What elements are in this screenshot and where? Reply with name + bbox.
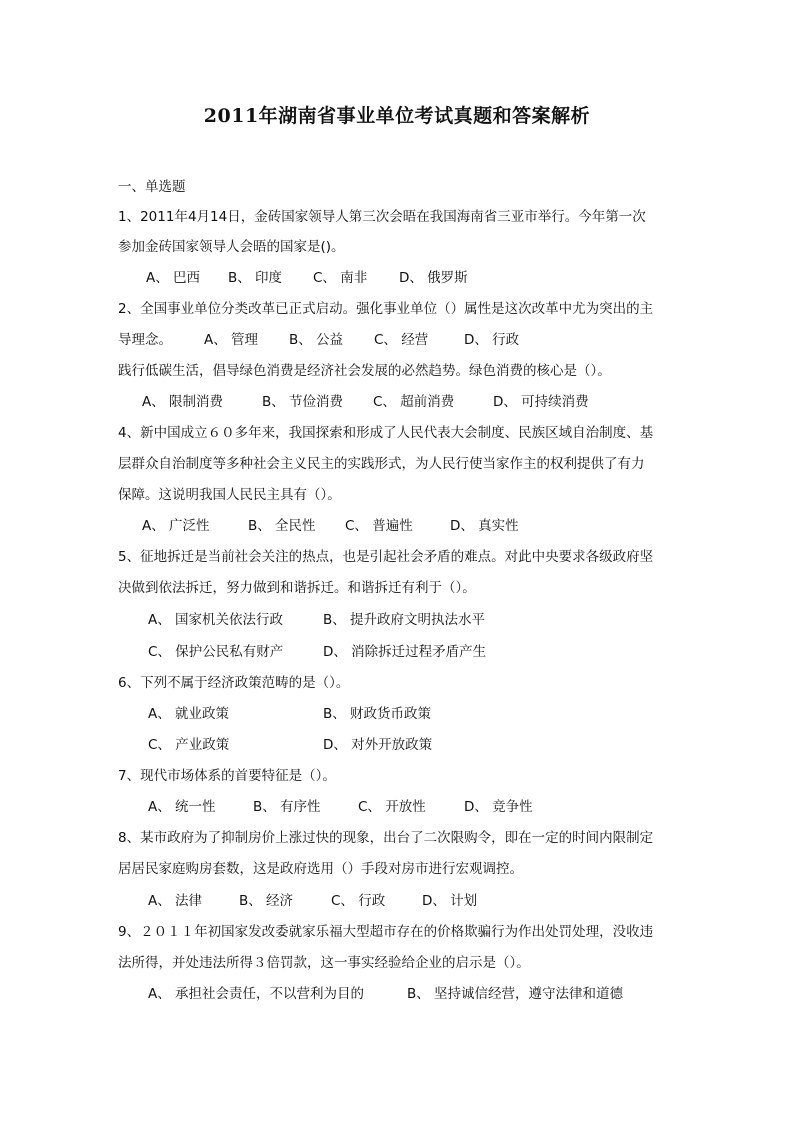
question-1-option-c: C、 南非 [313, 270, 368, 286]
question-5-option-b: B、 提升政府文明执法水平 [323, 612, 486, 628]
document-title: 2011年湖南省事业单位考试真题和答案解析 [203, 105, 591, 127]
question-9-line-1: 9、２０１１年初国家发改委就家乐福大型超市存在的价格欺骗行为作出处罚处理，没收违 [118, 924, 654, 940]
question-1-option-d: D、 俄罗斯 [399, 270, 468, 286]
question-2-option-d: D、 行政 [464, 332, 520, 348]
question-2-option-b: B、 公益 [289, 332, 344, 348]
question-3-option-d: D、 可持续消费 [493, 394, 589, 410]
question-4-line-3: 保障。这说明我国人民民主具有（）。 [118, 487, 341, 503]
question-3-line-1: 践行低碳生活，倡导绿色消费是经济社会发展的必然趋势。绿色消费的核心是（）。 [118, 363, 611, 379]
question-9-line-2: 法所得，并处违法所得３倍罚款，这一事实经验给企业的启示是（）。 [118, 955, 530, 971]
question-2-option-a: A、 管理 [204, 332, 259, 348]
question-7-option-d: D、 竞争性 [464, 799, 533, 815]
section-heading: 一、单选题 [118, 179, 186, 195]
question-4-line-1: 4、新中国成立６０多年来，我国探索和形成了人民代表大会制度、民族区域自治制度、基 [118, 425, 654, 441]
question-5-line-1: 5、征地拆迁是当前社会关注的热点，也是引起社会矛盾的难点。对此中央要求各级政府坚 [118, 549, 654, 565]
question-1-option-b: B、 印度 [228, 270, 283, 286]
question-6-option-a: A、 就业政策 [148, 706, 230, 722]
question-5-line-2: 决做到依法拆迁，努力做到和谐拆迁。和谐拆迁有利于（）。 [118, 580, 476, 596]
question-8-line-1: 8、某市政府为了抑制房价上涨过快的现象，出台了二次限购令，即在一定的时间内限制定 [118, 830, 654, 846]
question-5-option-d: D、 消除拆迁过程矛盾产生 [323, 644, 487, 660]
question-8-option-b: B、 经济 [239, 893, 294, 909]
question-2-line-1: 2、全国事业单位分类改革已正式启动。强化事业单位（）属性是这次改革中尤为突出的主 [118, 301, 654, 317]
question-1-option-a: A、 巴西 [146, 270, 201, 286]
question-8-line-2: 居居民家庭购房套数，这是政府选用（）手段对房市进行宏观调控。 [118, 861, 523, 877]
question-4-option-b: B、 全民性 [248, 518, 316, 534]
question-1-line-2: 参加金砖国家领导人会晤的国家是()。 [118, 239, 345, 255]
question-4-option-a: A、 广泛性 [142, 518, 210, 534]
question-3-option-c: C、 超前消费 [373, 394, 455, 410]
question-7-option-b: B、 有序性 [253, 799, 321, 815]
question-8-option-d: D、 计划 [422, 893, 478, 909]
question-8-option-c: C、 行政 [331, 893, 386, 909]
question-7-option-c: C、 开放性 [358, 799, 426, 815]
question-6-option-b: B、 财政货币政策 [323, 706, 432, 722]
question-6-line-1: 6、下列不属于经济政策范畴的是（）。 [118, 675, 350, 691]
question-8-option-a: A、 法律 [148, 893, 203, 909]
question-7-line-1: 7、现代市场体系的首要特征是（）。 [118, 768, 336, 784]
question-4-option-c: C、 普遍性 [345, 518, 413, 534]
question-9-option-b: B、 坚持诚信经营，遵守法律和道德 [407, 986, 624, 1002]
question-2-line-2: 导理念。 [118, 332, 172, 348]
question-9-option-a: A、 承担社会责任，不以营利为目的 [148, 986, 365, 1002]
question-3-option-a: A、 限制消费 [142, 394, 224, 410]
question-6-option-c: C、 产业政策 [148, 737, 230, 753]
question-2-option-c: C、 经营 [374, 332, 429, 348]
question-6-option-d: D、 对外开放政策 [323, 737, 433, 753]
question-4-option-d: D、 真实性 [450, 518, 519, 534]
question-4-line-2: 层群众自治制度等多种社会主义民主的实践形式，为人民行使当家作主的权利提供了有力 [118, 456, 645, 472]
question-5-option-c: C、 保护公民私有财产 [148, 644, 284, 660]
question-3-option-b: B、 节俭消费 [262, 394, 344, 410]
question-7-option-a: A、 统一性 [148, 799, 216, 815]
question-1-line-1: 1、2011年4月14日，金砖国家领导人第三次会晤在我国海南省三亚市举行。今年第一次 [118, 209, 646, 225]
question-5-option-a: A、 国家机关依法行政 [148, 612, 284, 628]
